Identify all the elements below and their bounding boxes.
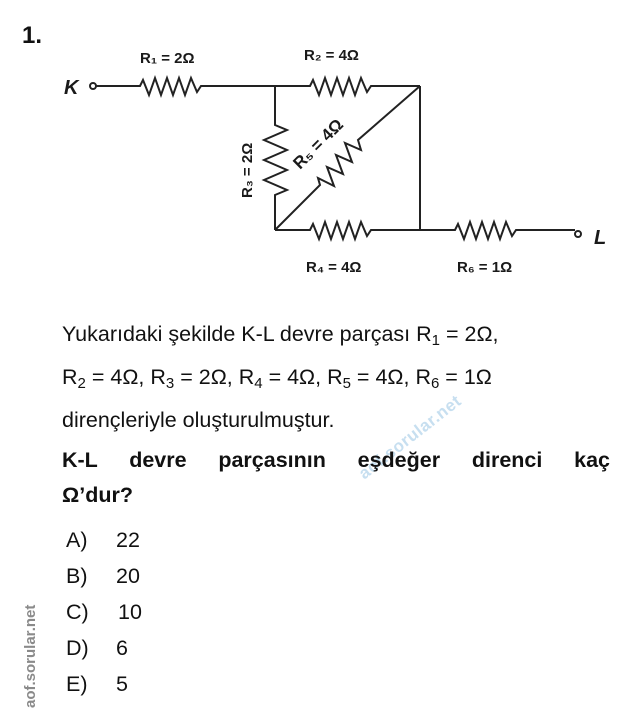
r4-label: R₄ = 4Ω (306, 259, 362, 276)
option-value: 10 (118, 599, 142, 624)
question-number: 1. (22, 22, 43, 49)
r2-label: R₂ = 4Ω (304, 47, 359, 64)
r5-label: R₅ = 4Ω (289, 115, 348, 173)
question-prompt: K-L devre parçasının eşdeğer direnci kaç Ω’dur? (62, 448, 610, 507)
terminal-k-label: K (64, 77, 79, 99)
answer-options (66, 522, 142, 702)
option-c[interactable] (66, 594, 142, 630)
question-stem: Yukarıdaki şekilde K-L devre parçası $R_1 = 2\Omega$, $R_2 = 4\Omega$, $R_3 = 2\Omega$, $R_4 = 4\Omega$, $R_5 = 4\Omega$, $R_6 = 1\Omega$ dirençleriyle oluşturulmuştur. (62, 322, 499, 432)
option-value: 6 (116, 635, 128, 660)
r3-label: R₃ = 2Ω (239, 142, 256, 198)
option-label: A) (66, 527, 88, 552)
option-value: 22 (116, 527, 140, 552)
option-e[interactable] (66, 666, 142, 702)
terminal-l-node (575, 231, 581, 237)
option-d[interactable] (66, 630, 142, 666)
circuit-diagram (0, 0, 634, 300)
r1-label: R₁ = 2Ω (140, 50, 195, 67)
terminal-l-label: L (594, 227, 607, 249)
option-label: E) (66, 671, 88, 696)
watermark-side: aof.sorular.net (22, 604, 39, 708)
option-label: B) (66, 563, 88, 588)
option-b[interactable] (66, 558, 142, 594)
watermark-diagonal: aof.sorular.net (355, 391, 465, 483)
option-label: D) (66, 635, 89, 660)
option-value: 20 (116, 563, 140, 588)
terminal-k-node (90, 83, 96, 89)
option-label: C) (66, 599, 89, 624)
r6-label: R₆ = 1Ω (457, 259, 513, 276)
option-a[interactable] (66, 522, 142, 558)
option-value: 5 (116, 671, 128, 696)
